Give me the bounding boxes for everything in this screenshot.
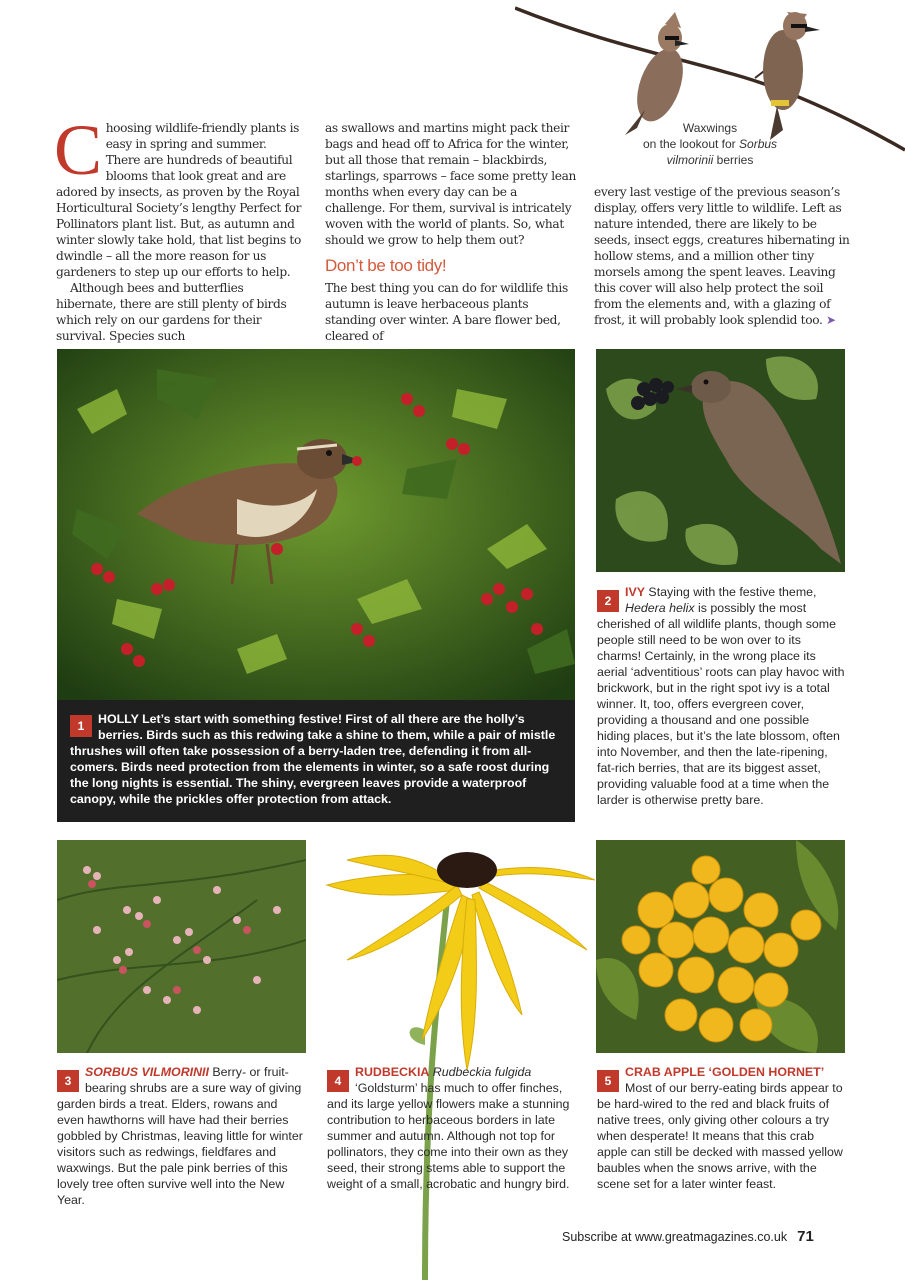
intro-column-3	[594, 184, 850, 328]
sorbus-title: SORBUS VILMORINII	[85, 1065, 209, 1079]
rudbeckia-flower-photo	[307, 840, 595, 1280]
intro-paragraph-4: The best thing you can do for wildlife this autumn is leave herbaceous plants standing over winter. A bare flower bed, cleared of	[325, 281, 568, 343]
subhead-dont-be-too-tidy: Don’t be too tidy!	[325, 256, 447, 275]
intro-column-1	[54, 110, 302, 344]
waxwing-bird-left	[625, 12, 692, 135]
sorbus-description: Berry- or fruit-bearing shrubs are a sure way of giving garden birds a treat. Elders, rowans and even hawthorns will have had their berries gobbled by Christmas, leaving little for winter visitors such as redwings, fieldfares and waxwings. But the pale pink berries of this lovely tree often survive well into the New Year.	[57, 1065, 303, 1207]
crab-apple-description: Most of our berry-eating birds appear to be hard-wired to the red and black fruits of native trees, only giving other colours a try when desperate! It means that this crab apple can still be decked with massed yellow baubles when the snows arrive, with the scene set for a later winter feast.	[597, 1081, 843, 1191]
intro-paragraph-3: as swallows and martins might pack their bags and head off to Africa for the winter, but all those that remain – blackbirds, starlings, sparrows – face some pretty lean months when every day can be a challenge. For them, survival is intricately woven with the world of plants. So, what should we grow to help them out?	[325, 121, 577, 247]
caption-number-2: 2	[597, 590, 619, 612]
caption-number-3: 3	[57, 1070, 79, 1092]
dropcap: C	[54, 110, 102, 190]
intro-paragraph-1: hoosing wildlife-friendly plants is easy in spring and summer. There are hundreds of beautiful blooms that look great and are adored by insects, as proven by the Royal Horticultural Society’s lengthy Perfect for Pollinators plant list. But, as autumn and winter slowly take hold, that list begins to dwindle – all the more reason for us gardeners to step up our efforts to help.	[56, 121, 302, 279]
holly-description: Let’s start with something festive! First of all there are the holly’s berries. Birds such as this redwing take a shine to them, while a pair of mistle thrushes will often take possession of a berry-laden tree, defending it from all-comers. Birds need protection from the elements in winter, so a safe roost during the long nights is essential. The shiny, evergreen leaves provide a waterproof canopy, while the prickles offer protection from attack.	[70, 712, 556, 806]
ivy-caption	[597, 584, 845, 808]
crab-apple-photo	[596, 840, 845, 1053]
rudbeckia-caption	[327, 1064, 577, 1192]
caption-number-1: 1	[70, 715, 92, 737]
intro-paragraph-5: every last vestige of the previous season’s display, offers very little to wildlife. Left as nature intended, there are likely to be seeds, insect eggs, creatures hibernating in hollow stems, and a million other tiny morsels among the spent leaves. Leaving this cover will also help protect the soil from the elements and, with a glazing of frost, it will probably look splendid too.	[594, 185, 850, 327]
holly-redwing-photo	[57, 349, 575, 700]
crab-apple-title: CRAB APPLE ‘GOLDEN HORNET’	[625, 1065, 825, 1079]
continue-arrow-icon: ➤	[826, 313, 836, 327]
intro-paragraph-2: Although bees and butterflies hibernate, there are still plenty of birds which rely on our gardens for their survival. Species such	[56, 281, 287, 343]
rudbeckia-latin-name: Rudbeckia fulgida	[429, 1065, 532, 1079]
page-number: 71	[797, 1228, 814, 1245]
ivy-bird-photo	[596, 349, 845, 572]
caption-number-5: 5	[597, 1070, 619, 1092]
ivy-latin-name: Hedera helix	[625, 601, 695, 615]
rudbeckia-title: RUDBECKIA	[355, 1065, 430, 1079]
ivy-description: is possibly the most cherished of all wildlife plants, though some people still need to be won over to its charms! Certainly, in the wrong place its aerial ‘adventitious’ roots can play havoc with brickwork, but in the right spot ivy is a total winner. It, too, offers evergreen cover, providing a thousand and one possible hiding places, but it’s the late blossom, often into November, and then the late-ripening, fat-rich berries, that are its biggest asset, providing valuable food at a time when the larder is otherwise pretty bare.	[597, 601, 845, 807]
sorbus-berries-photo	[57, 840, 306, 1053]
holly-caption	[70, 711, 560, 807]
waxwings-caption-genus: Sorbus	[739, 137, 778, 151]
holly-title: HOLLY	[98, 712, 139, 726]
page-footer	[562, 1228, 847, 1245]
waxwings-caption	[600, 120, 820, 168]
caption-number-4: 4	[327, 1070, 349, 1092]
waxwings-caption-line2: on the lookout for	[642, 137, 740, 151]
sorbus-caption	[57, 1064, 307, 1208]
crab-apple-caption	[597, 1064, 847, 1192]
intro-column-2	[325, 120, 577, 344]
ivy-intro: Staying with the festive theme,	[644, 585, 817, 599]
waxwings-caption-berries: berries	[713, 153, 754, 167]
rudbeckia-description: ‘Goldsturm’ has much to offer finches, and its large yellow flowers make a stunning contribution to herbaceous borders in late summer and autumn. Although not top for pollinators, they come into their own as they seed, their strong stems able to support the weight of a small, acrobatic and hungry bird.	[327, 1081, 570, 1191]
waxwings-caption-line1: Waxwings	[682, 121, 738, 135]
ivy-title: IVY	[625, 585, 645, 599]
waxwings-caption-species: vilmorinii	[666, 153, 714, 167]
subscribe-link[interactable]: Subscribe at www.greatmagazines.co.uk	[562, 1230, 788, 1244]
